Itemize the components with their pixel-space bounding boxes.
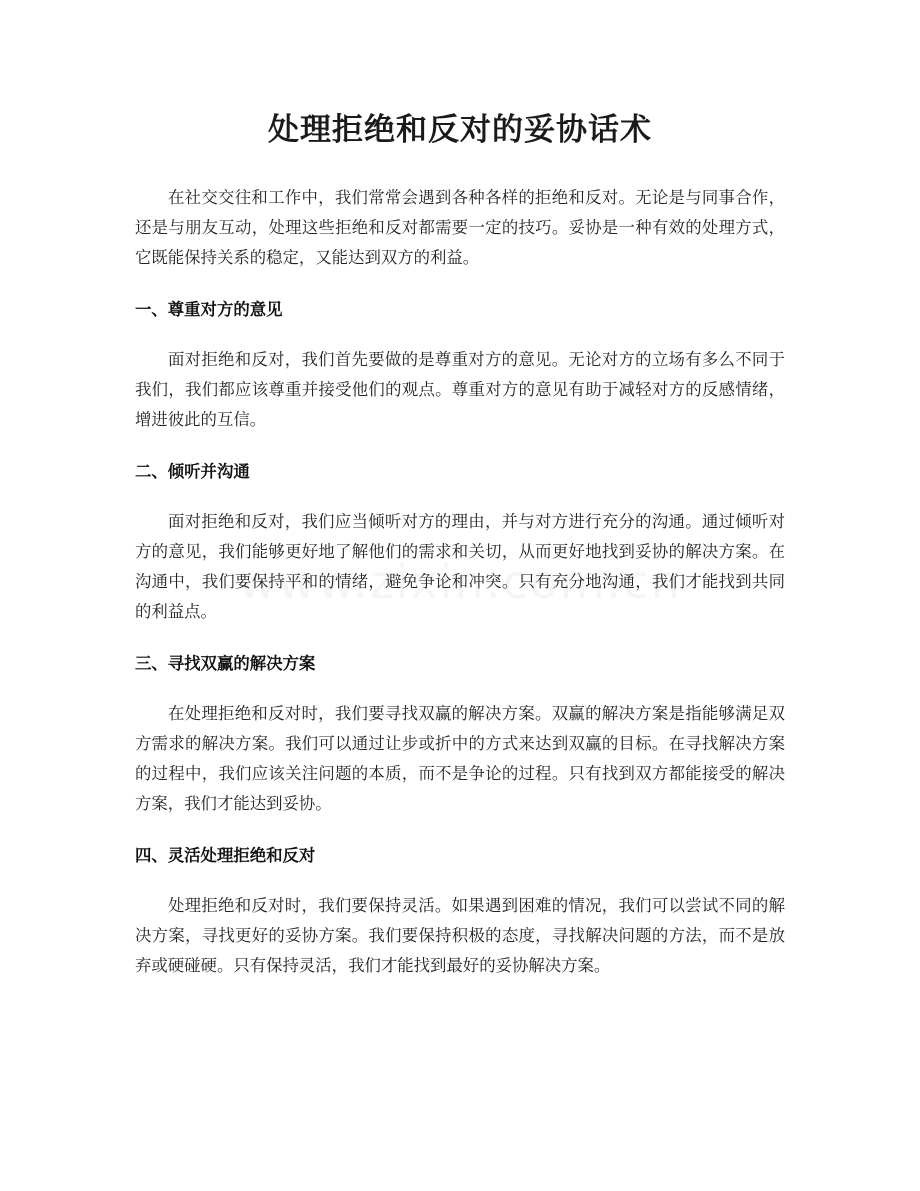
section-heading-2: 二、倾听并沟通 (135, 462, 250, 481)
section-body-4: 处理拒绝和反对时，我们要保持灵活。如果遇到困难的情况，我们可以尝试不同的解决方案，寻找更好的妥协方案。我们要保持积极的态度，寻找解决问题的方法，而不是放弃或硬碰硬。只有保持灵活，我们才能找到最好的妥协解决方案。 (135, 896, 785, 975)
section-heading-1: 一、尊重对方的意见 (135, 300, 283, 319)
section-body-2: 面对拒绝和反对，我们应当倾听对方的理由，并与对方进行充分的沟通。通过倾听对方的意见，我们能够更好地了解他们的需求和关切，从而更好地找到妥协的解决方案。在沟通中，我们要保持平和的情绪，避免争论和冲突。只有充分地沟通，我们才能找到共同的利益点。 (135, 512, 785, 621)
intro-paragraph: 在社交交往和工作中，我们常常会遇到各种各样的拒绝和反对。无论是与同事合作，还是与朋友互动，处理这些拒绝和反对都需要一定的技巧。妥协是一种有效的处理方式，它既能保持关系的稳定，又能达到双方的利益。 (135, 188, 785, 267)
page-title: 处理拒绝和反对的妥协话术 (268, 112, 652, 148)
section-heading-4: 四、灵活处理拒绝和反对 (135, 846, 316, 865)
section-heading-3: 三、寻找双赢的解决方案 (135, 654, 316, 673)
document-body (135, 183, 785, 981)
section-body-1: 面对拒绝和反对，我们首先要做的是尊重对方的意见。无论对方的立场有多么不同于我们，我们都应该尊重并接受他们的观点。尊重对方的意见有助于减轻对方的反感情绪，增进彼此的互信。 (135, 350, 785, 429)
section-body-3: 在处理拒绝和反对时，我们要寻找双赢的解决方案。双赢的解决方案是指能够满足双方需求的解决方案。我们可以通过让步或折中的方式来达到双赢的目标。在寻找解决方案的过程中，我们应该关注问题的本质，而不是争论的过程。只有找到双方都能接受的解决方案，我们才能达到妥协。 (135, 704, 785, 813)
